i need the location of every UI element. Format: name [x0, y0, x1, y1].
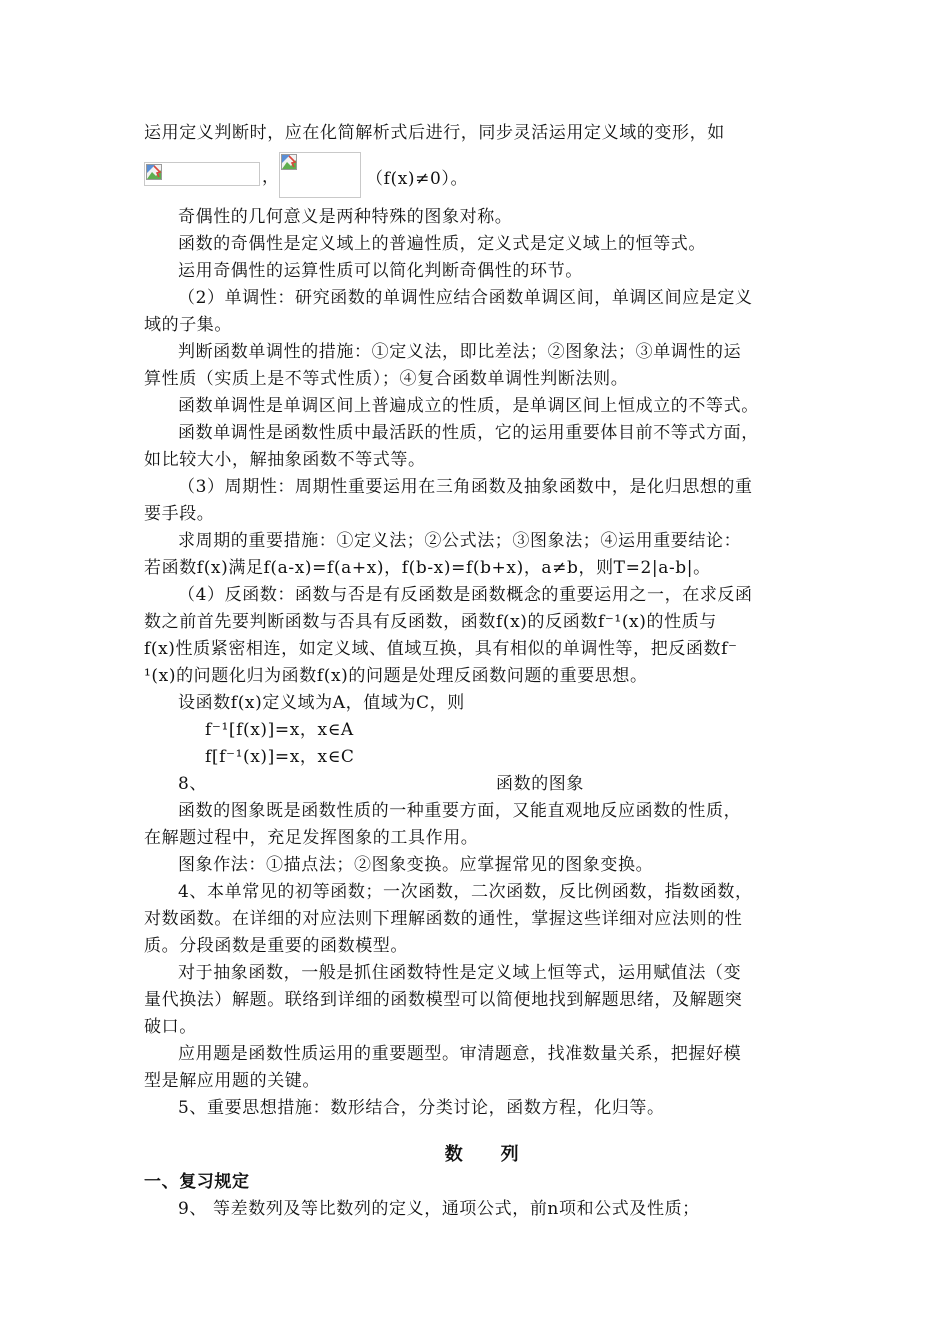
formula-image-1	[144, 162, 260, 186]
paragraph-line: 函数单调性是单调区间上普遍成立的性质，是单调区间上恒成立的不等式。	[178, 396, 759, 416]
paragraph-line: 5、重要思想措施：数形结合，分类讨论，函数方程，化归等。	[178, 1098, 665, 1118]
paragraph-line: 运用定义判断时，应在化简解析式后进行，同步灵活运用定义域的变形，如	[144, 123, 725, 143]
formula-comma: ，	[262, 167, 279, 187]
paragraph-line: 应用题是函数性质运用的重要题型。审清题意，找准数量关系，把握好模	[178, 1044, 742, 1064]
paragraph-line: 量代换法）解题。联络到详细的函数模型可以简便地找到解题思绪，及解题突	[144, 990, 743, 1010]
paragraph-line: ¹(x)的问题化归为函数f(x)的问题是处理反函数问题的重要思想。	[144, 666, 648, 686]
broken-image-icon	[146, 164, 162, 180]
paragraph-line: 对数函数。在详细的对应法则下理解函数的通性，掌握这些详细对应法则的性	[144, 909, 743, 929]
formula-row	[144, 152, 820, 200]
paragraph-line: 算性质（实质上是不等式性质）；④复合函数单调性判断法则。	[144, 369, 629, 389]
paragraph-line: 型是解应用题的关键。	[144, 1071, 320, 1091]
paragraph-line: 函数单调性是函数性质中最活跃的性质，它的运用重要体目前不等式方面，	[178, 423, 759, 443]
paragraph-line: 对于抽象函数，一般是抓住函数特性是定义域上恒等式，运用赋值法（变	[178, 963, 742, 983]
formula-line: f[f⁻¹(x)]=x，x∈C	[205, 747, 355, 767]
subsection-heading: 一、复习规定	[144, 1172, 250, 1192]
paragraph-line: 9、 等差数列及等比数列的定义，通项公式，前n项和公式及性质；	[178, 1199, 700, 1219]
paragraph-line: 设函数f(x)定义域为A，值域为C，则	[178, 693, 465, 713]
paragraph-line: 域的子集。	[144, 315, 232, 335]
paragraph-line: 破口。	[144, 1017, 197, 1037]
formula-line: f⁻¹[f(x)]=x，x∈A	[205, 720, 354, 740]
chapter-title: 数 列	[444, 1144, 520, 1165]
paragraph-line: 数之前首先要判断函数与否具有反函数，函数f(x)的反函数f⁻¹(x)的性质与	[144, 612, 717, 632]
paragraph-line: 若函数f(x)满足f(a-x)=f(a+x)，f(b-x)=f(b+x)，a≠b，则T=2|a-b|。	[144, 558, 711, 578]
paragraph-line: 如比较大小，解抽象函数不等式等。	[144, 450, 426, 470]
paragraph-line: 判断函数单调性的措施：①定义法，即比差法；②图象法；③单调性的运	[178, 342, 742, 362]
formula-tail: （f(x)≠0）。	[366, 169, 469, 189]
paragraph-line: 运用奇偶性的运算性质可以简化判断奇偶性的环节。	[178, 261, 583, 281]
paragraph-line: （3）周期性：周期性重要运用在三角函数及抽象函数中，是化归思想的重	[178, 477, 753, 497]
paragraph-line: 函数的奇偶性是定义域上的普遍性质，定义式是定义域上的恒等式。	[178, 234, 706, 254]
paragraph-line: 奇偶性的几何意义是两种特殊的图象对称。	[178, 207, 513, 227]
paragraph-line: 4、本单常见的初等函数；一次函数，二次函数，反比例函数，指数函数，	[178, 882, 753, 902]
formula-image-2	[279, 152, 361, 198]
paragraph-line: f(x)性质紧密相连，如定义域、值域互换，具有相似的单调性等，把反函数f⁻	[144, 639, 738, 659]
section-number: 8、	[178, 774, 208, 794]
paragraph-line: （2）单调性：研究函数的单调性应结合函数单调区间，单调区间应是定义	[178, 288, 753, 308]
paragraph-line: 质。分段函数是重要的函数模型。	[144, 936, 408, 956]
paragraph-line: 在解题过程中，充足发挥图象的工具作用。	[144, 828, 479, 848]
paragraph-line: 图象作法：①描点法；②图象变换。应掌握常见的图象变换。	[178, 855, 654, 875]
paragraph-line: 函数的图象既是函数性质的一种重要方面，又能直观地反应函数的性质，	[178, 801, 742, 821]
paragraph-line: （4）反函数：函数与否是有反函数是函数概念的重要运用之一，在求反函	[178, 585, 753, 605]
paragraph-line: 求周期的重要措施：①定义法；②公式法；③图象法；④运用重要结论：	[178, 531, 742, 551]
broken-image-icon	[281, 154, 297, 170]
section-heading: 函数的图象	[496, 774, 584, 794]
paragraph-line: 要手段。	[144, 504, 215, 524]
